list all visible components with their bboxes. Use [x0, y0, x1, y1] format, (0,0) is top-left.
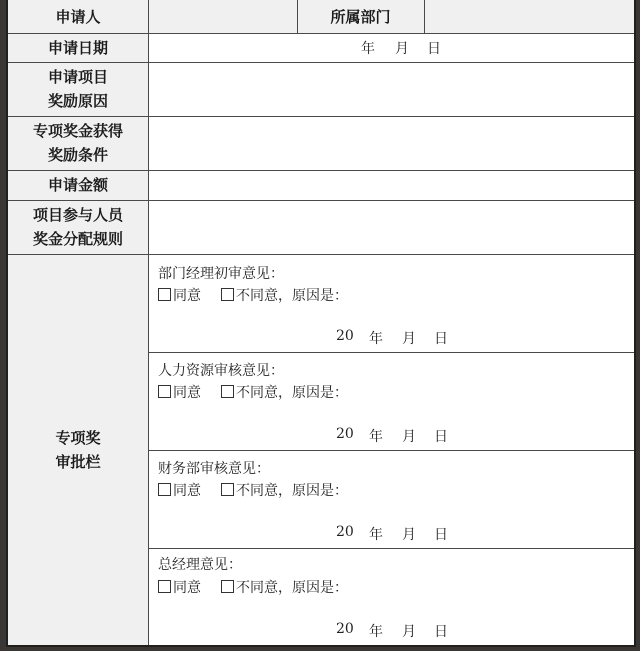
year-unit: 年 — [369, 331, 383, 347]
reason-label-line2: 奖励原因 — [47, 92, 108, 110]
grid-line — [148, 0, 149, 645]
conditions-label — [8, 116, 148, 170]
year-prefix: 20 — [336, 328, 354, 344]
year-prefix: 20 — [336, 426, 354, 442]
grid-line — [424, 0, 425, 33]
reason-field[interactable] — [148, 62, 634, 116]
year-prefix: 20 — [336, 524, 354, 540]
approval-label-line2: 审批栏 — [55, 452, 101, 471]
grid-line — [8, 62, 634, 63]
grid-line — [148, 352, 634, 353]
rules-label-line2: 奖金分配规则 — [32, 230, 123, 248]
amount-field[interactable] — [148, 170, 634, 200]
day-unit: 日 — [434, 527, 448, 543]
section-title: 部门经理初审意见： — [158, 266, 284, 282]
section-title: 总经理意见： — [158, 557, 242, 573]
grid-line — [8, 200, 634, 201]
agree-text: 同意 — [173, 483, 201, 499]
rules-field[interactable] — [148, 200, 634, 254]
approval-section-dept-manager — [148, 254, 634, 352]
conditions-label-line1: 专项奖金获得 — [32, 122, 123, 140]
disagree-text: 不同意，原因是： — [236, 288, 348, 304]
date-month-unit: 月 — [395, 41, 409, 57]
day-unit: 日 — [434, 429, 448, 445]
year-unit: 年 — [369, 624, 383, 640]
day-unit: 日 — [434, 624, 448, 640]
year-prefix: 20 — [336, 621, 354, 637]
section-title: 财务部审核意见： — [158, 461, 270, 477]
amount-label-text: 申请金额 — [47, 176, 108, 194]
date-field[interactable] — [148, 33, 634, 62]
agree-text: 同意 — [173, 385, 201, 401]
disagree-text: 不同意，原因是： — [236, 580, 348, 596]
applicant-label — [8, 0, 148, 33]
reason-label-line1: 申请项目 — [47, 68, 108, 86]
approval-section-gm — [148, 548, 634, 645]
grid-line — [8, 116, 634, 117]
month-unit: 月 — [402, 624, 416, 640]
rules-label — [8, 200, 148, 254]
disagree-checkbox[interactable] — [221, 580, 234, 593]
reason-label — [8, 62, 148, 116]
date-label-text: 申请日期 — [47, 38, 108, 57]
grid-line — [297, 0, 298, 33]
approval-label — [8, 254, 148, 645]
agree-checkbox[interactable] — [158, 385, 171, 398]
application-form — [6, 0, 636, 647]
department-label-text: 所属部门 — [330, 7, 391, 26]
grid-line — [148, 548, 634, 549]
approval-label-line1: 专项奖 — [55, 428, 101, 447]
agree-checkbox[interactable] — [158, 483, 171, 496]
agree-text: 同意 — [173, 580, 201, 596]
grid-line — [8, 33, 634, 34]
applicant-name-field[interactable] — [148, 0, 297, 33]
day-unit: 日 — [434, 331, 448, 347]
agree-text: 同意 — [173, 288, 201, 304]
date-year-unit: 年 — [361, 41, 375, 57]
year-unit: 年 — [369, 527, 383, 543]
year-unit: 年 — [369, 429, 383, 445]
month-unit: 月 — [402, 527, 416, 543]
disagree-text: 不同意，原因是： — [236, 385, 348, 401]
approval-section-hr — [148, 352, 634, 450]
conditions-label-line2: 奖励条件 — [47, 146, 108, 164]
disagree-checkbox[interactable] — [221, 288, 234, 301]
month-unit: 月 — [402, 429, 416, 445]
conditions-field[interactable] — [148, 116, 634, 170]
agree-checkbox[interactable] — [158, 580, 171, 593]
grid-line — [8, 254, 634, 255]
grid-line — [148, 450, 634, 451]
disagree-text: 不同意，原因是： — [236, 483, 348, 499]
amount-label — [8, 170, 148, 200]
rules-label-line1: 项目参与人员 — [32, 206, 123, 224]
date-label — [8, 33, 148, 62]
approval-section-finance — [148, 450, 634, 548]
date-day-unit: 日 — [427, 41, 441, 57]
grid-line — [8, 170, 634, 171]
month-unit: 月 — [402, 331, 416, 347]
department-field[interactable] — [424, 0, 634, 33]
applicant-label-text: 申请人 — [55, 7, 101, 26]
disagree-checkbox[interactable] — [221, 483, 234, 496]
agree-checkbox[interactable] — [158, 288, 171, 301]
section-title: 人力资源审核意见： — [158, 363, 284, 379]
department-label — [297, 0, 424, 33]
disagree-checkbox[interactable] — [221, 385, 234, 398]
